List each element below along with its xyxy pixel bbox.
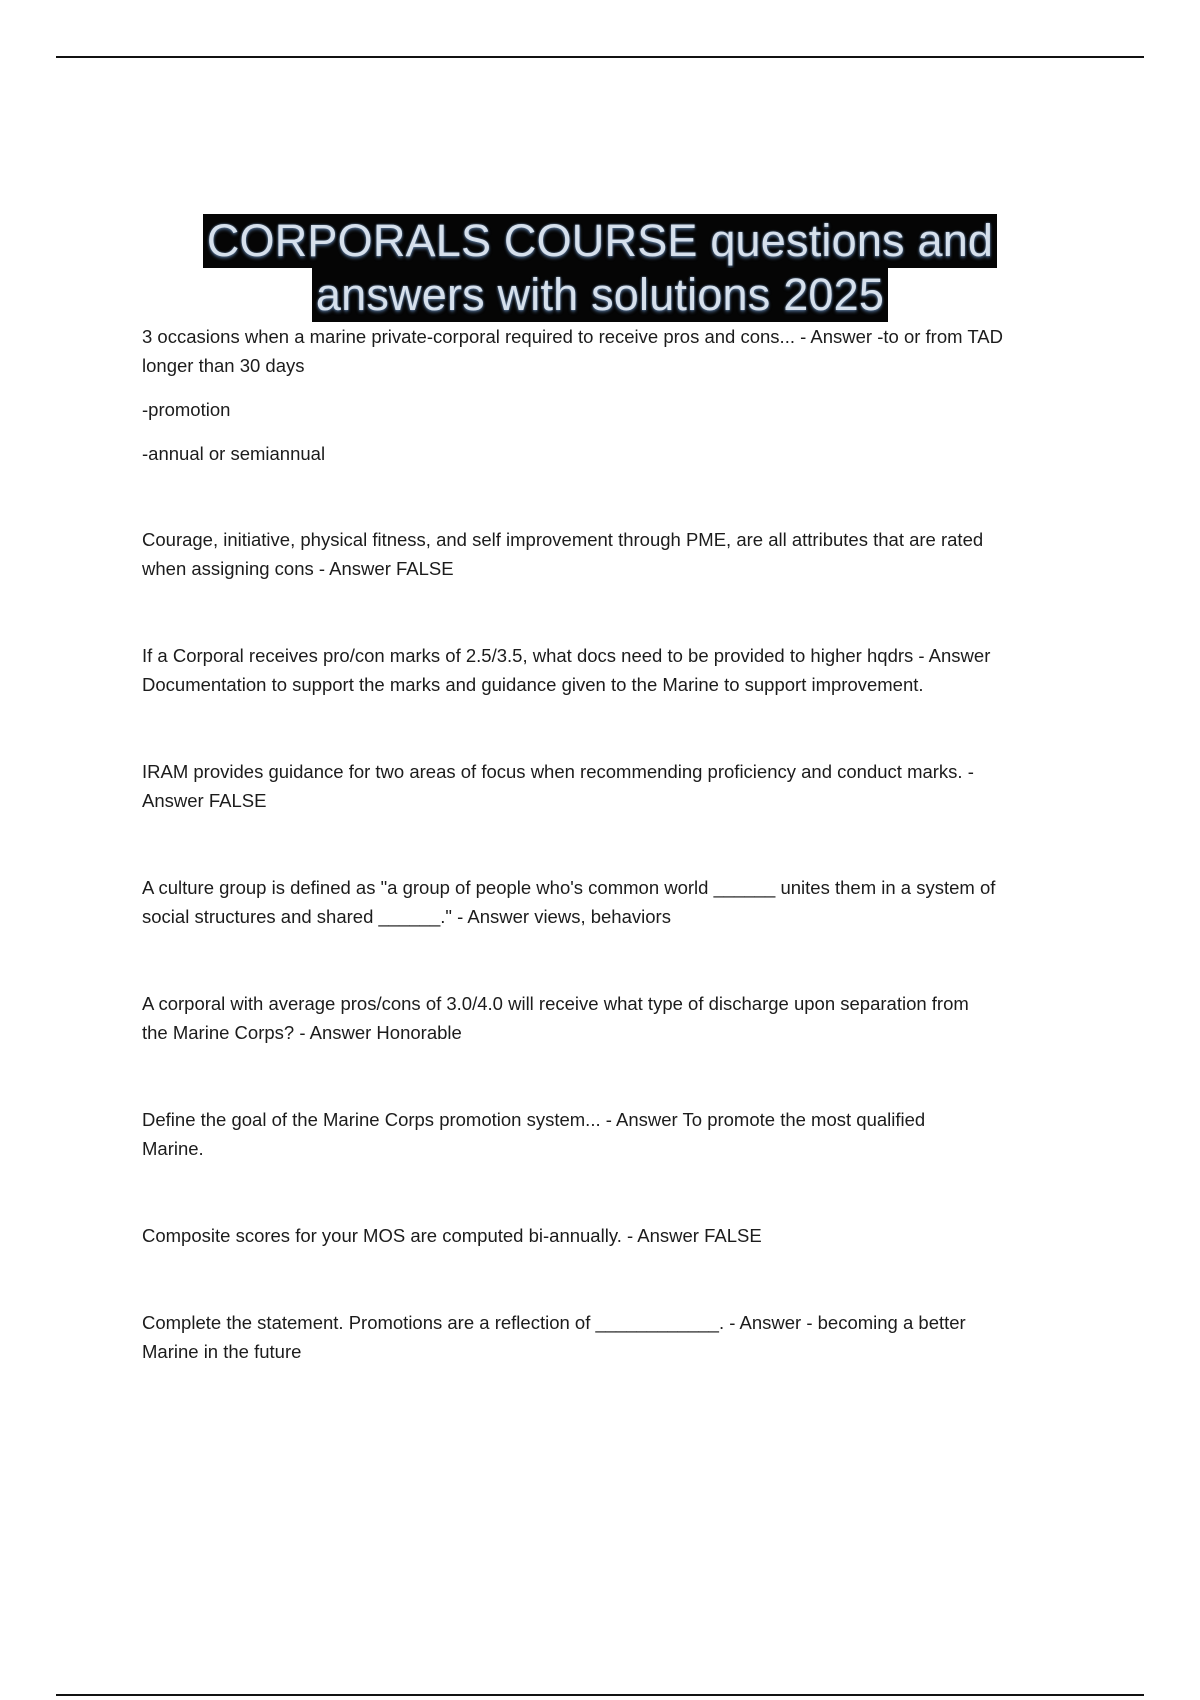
qa-text-line: the Marine Corps? - Answer Honorable bbox=[142, 1022, 462, 1043]
bottom-rule bbox=[56, 1694, 1144, 1696]
qa-text-line: when assigning cons - Answer FALSE bbox=[142, 558, 454, 579]
qa-text-line: Courage, initiative, physical fitness, and self improvement through PME, are all attributes that are rated bbox=[142, 529, 984, 550]
qa-item bbox=[142, 1308, 1078, 1366]
qa-text-line: Composite scores for your MOS are computed bi-annually. - Answer FALSE bbox=[142, 1225, 762, 1246]
qa-item bbox=[142, 322, 1078, 468]
qa-text-line: Answer FALSE bbox=[142, 790, 267, 811]
title-line-1: CORPORALS COURSE questions and bbox=[203, 214, 997, 268]
qa-text-line: longer than 30 days bbox=[142, 355, 305, 376]
qa-text-line: IRAM provides guidance for two areas of focus when recommending proficiency and conduct marks. - bbox=[142, 761, 974, 782]
qa-text-line: A culture group is defined as "a group of people who's common world ______ unites them in a system of bbox=[142, 877, 996, 898]
qa-text-line: A corporal with average pros/cons of 3.0/4.0 will receive what type of discharge upon separation from bbox=[142, 993, 969, 1014]
qa-item bbox=[142, 873, 1078, 931]
qa-item bbox=[142, 1221, 1078, 1250]
qa-text-line: Documentation to support the marks and guidance given to the Marine to support improvement. bbox=[142, 674, 924, 695]
qa-item bbox=[142, 757, 1078, 815]
document-title bbox=[0, 214, 1200, 322]
qa-answer-item: -annual or semiannual bbox=[142, 443, 326, 464]
qa-answer-item: -promotion bbox=[142, 399, 231, 420]
qa-text-line: If a Corporal receives pro/con marks of 2.5/3.5, what docs need to be provided to higher hqdrs - Answer bbox=[142, 645, 991, 666]
top-rule bbox=[56, 56, 1144, 58]
qa-text-line: social structures and shared ______." - Answer views, behaviors bbox=[142, 906, 671, 927]
qa-item bbox=[142, 641, 1078, 699]
qa-list bbox=[142, 322, 1078, 1366]
qa-text-line: 3 occasions when a marine private-corporal required to receive pros and cons... - Answer -to or from TAD bbox=[142, 326, 1003, 347]
qa-text-line: Marine in the future bbox=[142, 1341, 302, 1362]
title-line-2: answers with solutions 2025 bbox=[312, 268, 888, 322]
qa-text-line: Marine. bbox=[142, 1138, 204, 1159]
qa-item bbox=[142, 989, 1078, 1047]
qa-text-line: Define the goal of the Marine Corps promotion system... - Answer To promote the most qualified bbox=[142, 1109, 926, 1130]
qa-item bbox=[142, 1105, 1078, 1163]
qa-text-line: Complete the statement. Promotions are a reflection of ____________. - Answer - becoming a better bbox=[142, 1312, 966, 1333]
qa-item bbox=[142, 525, 1078, 583]
